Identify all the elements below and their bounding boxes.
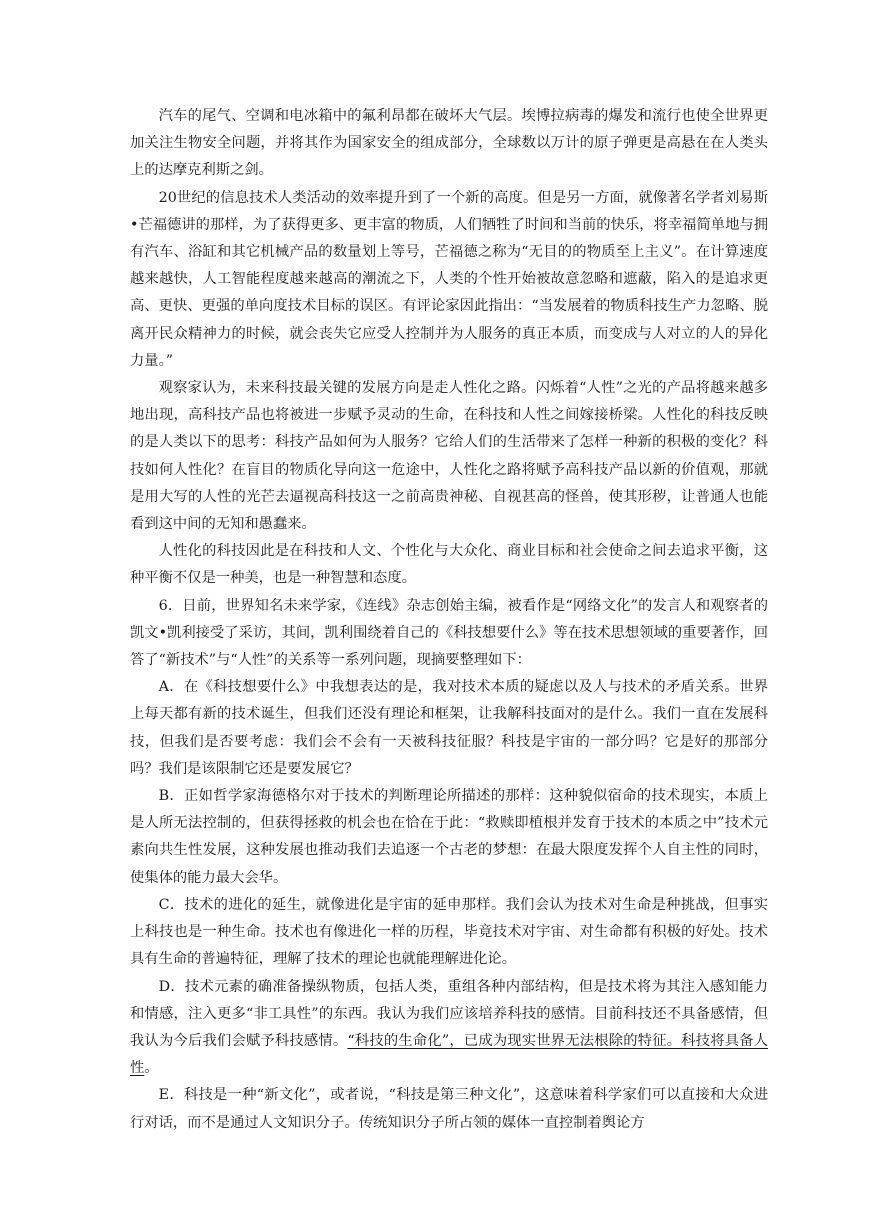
paragraph-information-technology: 20世纪的信息技术人类活动的效率提升到了一个新的高度。但是另一方面，就像著名学者刘易斯•芒福德讲的那样，为了获得更多、更丰富的物质，人们牺牲了时间和当前的快乐，将幸福简单地与拥有汽车、浴缸和其它机械产品的数量划上等号，芒福德之称为“无目的的物质至上主义”。在计算速度越来越快，人工智能程度越来越高的潮流之下，人类的个性开始被故意忽略和遮蔽，陷入的是追求更高、更快、更强的单向度技术目标的误区。有评论家因此指出：“当发展着的物质科技生产力忽略、脱离开民众精神力的时候，就会丧失它应受人控制并为人服务的真正本质，而变成与人对立的人的异化力量。” [130,189,768,369]
option-d-text: D．技术元素的确准备操纵物质，包括人类，重组各种内部结构，但是技术将为其注入感知能力和情感，注入更多“非工具性”的东西。我认为我们应该培养科技的感情。目前科技还不具备感情，但我认为今后我们会赋予科技感情。 [130,978,768,1049]
option-d-underlined-text: “科技的生命化”，已成为现实世界无法根除的特征。科技将具备人性 [130,1032,768,1077]
option-d-end: 。 [144,1060,159,1077]
option-e: E．科技是一种“新文化”，或者说，“科技是第三种文化”，这意味着科学家们可以直接和大众进行对话，而不是通过人文知识分子。传统知识分子所占领的媒体一直控制着舆论方 [130,1087,768,1131]
paragraph-humanization: 观察家认为，未来科技最关键的发展方向是走人性化之路。闪烁着“人性”之光的产品将越来越多地出现，高科技产品也将被进一步赋予灵动的生命，在科技和人性之间嫁接桥梁。人性化的科技反映的是人类以下的思考：科技产品如何为人服务？它给人们的生活带来了怎样一种新的积极的变化？科技如何人性化？在盲目的物质化导向这一危途中，人性化之路将赋予高科技产品以新的价值观，那就是用大写的人性的光芒去逼视高科技这一之前高贵神秘、自视甚高的怪兽，使其形秽，让普通人也能看到这中间的无知和愚蠢来。 [130,380,768,533]
paragraph-pollution: 汽车的尾气、空调和电冰箱中的氟利昂都在破坏大气层。埃博拉病毒的爆发和流行也使全世界更加关注生物安全问题，并将其作为国家安全的组成部分，全球数以万计的原子弹更是高悬在在人类头上的达摩克利斯之剑。 [130,108,768,179]
option-d [130,974,768,1083]
option-a: A．在《科技想要什么》中我想表达的是，我对技术本质的疑虑以及人与技术的矛盾关系。世界上每天都有新的技术诞生，但我们还没有理论和框架，让我解科技面对的是什么。我们一直在发展科技，但我们是否要考虑：我们会不会有一天被科技征服？科技是宇宙的一部分吗？它是好的那部分吗？我们是该限制它还是要发展它？ [130,679,768,777]
option-b: B．正如哲学家海德格尔对于技术的判断理论所描述的那样：这种貌似宿命的技术现实，本质上是人所无法控制的，但获得拯救的机会也在恰在于此：“救赎即植根并发育于技术的本质之中”技术元素向共生性发展，这种发展也推动我们去追逐一个古老的梦想：在最大限度发挥个人自主性的同时，使集体的能力最大会华。 [130,788,768,886]
option-c: C．技术的进化的延生，就像进化是宇宙的延申那样。我们会认为技术对生命是种挑战，但事实上科技也是一种生命。技术也有像进化一样的历程，毕竟技术对宇宙、对生命都有积极的好处。技术具有生命的普遍特征，理解了技术的理论也就能理解进化论。 [130,896,768,968]
question-6-intro: 6．日前，世界知名未来学家，《连线》杂志创始主编，被看作是“网络文化”的发言人和观察者的凯文•凯利接受了采访，其间，凯利围绕着自己的《科技想要什么》等在技术思想领域的重要著作，回答了“新技术”与“人性”的关系等一系列问题，现摘要整理如下： [130,597,768,669]
paragraph-balance: 人性化的科技因此是在科技和人文、个性化与大众化、商业目标和社会使命之间去追求平衡，这种平衡不仅是一种美，也是一种智慧和态度。 [130,543,768,587]
document-page [130,103,768,1137]
